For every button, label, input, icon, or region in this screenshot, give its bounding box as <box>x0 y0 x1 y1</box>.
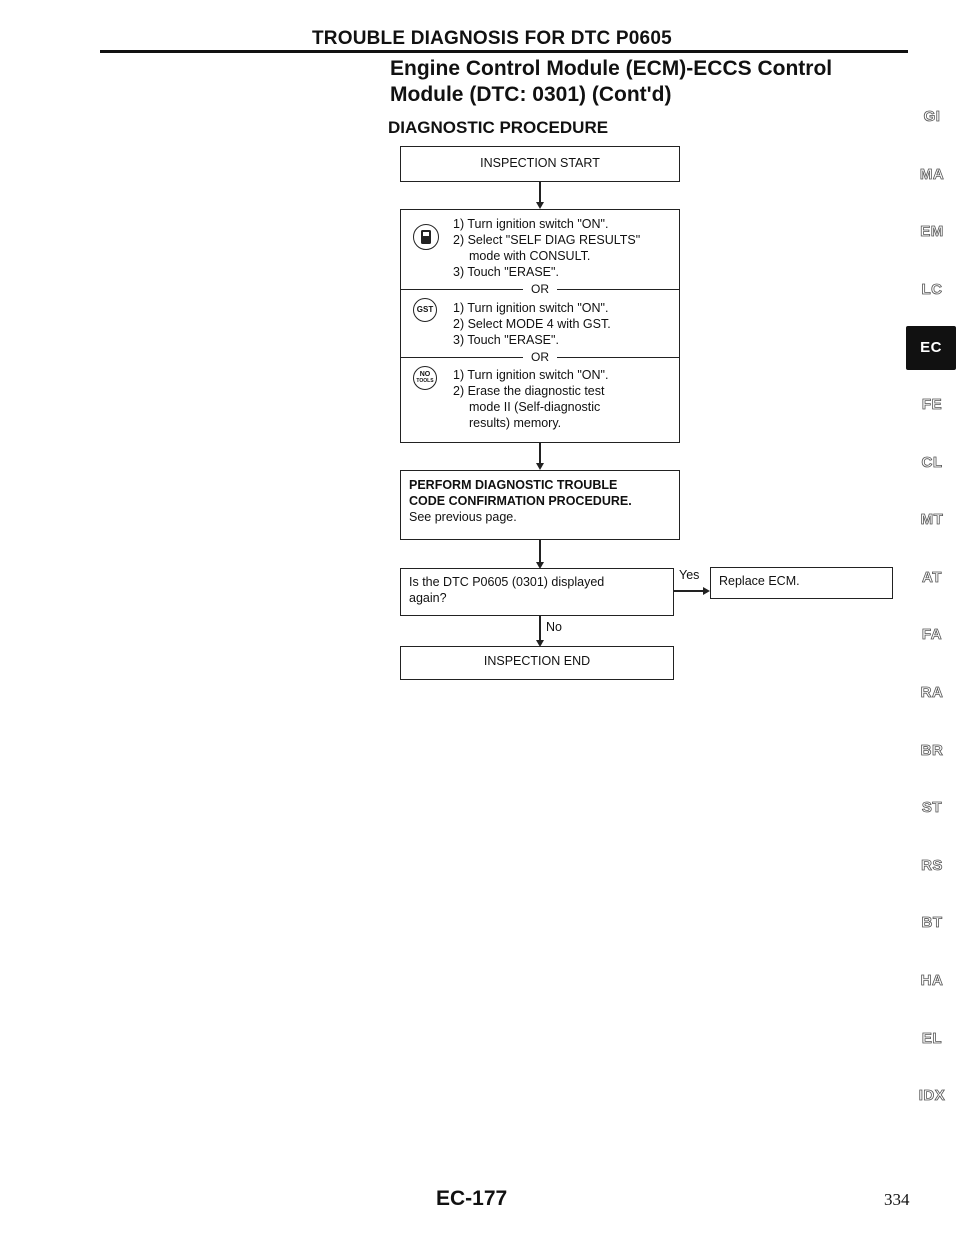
no-tools-icon <box>413 366 437 390</box>
section-tab-st[interactable]: ST <box>921 799 943 817</box>
consult-steps <box>453 216 640 280</box>
section-tab-gi[interactable]: GI <box>923 108 941 125</box>
gst-step-2: 2) Select MODE 4 with GST. <box>453 317 611 331</box>
consult-device-icon <box>419 229 433 245</box>
no-tools-steps <box>453 367 608 431</box>
gst-steps <box>453 300 611 348</box>
no-tools-icon-label-1: NO <box>419 371 431 378</box>
gst-icon <box>413 298 437 322</box>
connector-line <box>539 182 541 204</box>
perform-line-2: CODE CONFIRMATION PROCEDURE. <box>409 494 632 508</box>
gst-icon-label: GST <box>416 305 434 314</box>
section-tab-idx[interactable]: IDX <box>918 1087 946 1105</box>
consult-icon <box>413 224 439 250</box>
page-code: EC-177 <box>436 1187 508 1210</box>
section-title-line-2: Module (DTC: 0301) (Cont'd) <box>390 83 672 106</box>
no-tools-step-2: 2) Erase the diagnostic test <box>453 384 605 398</box>
no-tools-step-1: 1) Turn ignition switch "ON". <box>453 368 609 382</box>
section-tab-el[interactable]: EL <box>921 1029 943 1047</box>
section-tab-ma[interactable]: MA <box>919 165 945 183</box>
perform-line-3: See previous page. <box>409 510 517 524</box>
arrow-right-icon <box>703 587 710 595</box>
section-tab-fe[interactable]: FE <box>921 396 943 413</box>
inspection-start-box <box>400 146 680 182</box>
gst-step-3: 3) Touch "ERASE". <box>453 333 559 347</box>
or-separator-2 <box>401 350 679 364</box>
page-number: 334 <box>884 1190 910 1209</box>
or-label-2: OR <box>531 350 549 364</box>
replace-ecm-box <box>710 567 893 599</box>
section-tab-ha[interactable]: HA <box>920 972 944 989</box>
section-tab-lc[interactable]: LC <box>921 280 943 298</box>
section-title-line-1: Engine Control Module (ECM)-ECCS Control <box>390 57 833 80</box>
connector-line <box>539 540 541 564</box>
section-tab-ra[interactable]: RA <box>920 684 944 701</box>
section-tab-ec[interactable]: EC <box>906 326 956 370</box>
header-rule <box>100 50 908 53</box>
section-tab-at[interactable]: AT <box>922 568 942 586</box>
inspection-end-box <box>400 646 674 680</box>
erase-methods-box <box>400 209 680 443</box>
dtc-question-box <box>400 568 674 616</box>
no-tools-icon-label-2: TOOLS <box>416 378 434 384</box>
no-label: No <box>546 620 562 634</box>
section-tab-mt[interactable]: MT <box>920 511 944 529</box>
question-line-2: again? <box>409 591 447 605</box>
no-tools-step-2c: results) memory. <box>469 416 562 430</box>
perform-line-1: PERFORM DIAGNOSTIC TROUBLE <box>409 478 618 492</box>
no-tools-step-2b: mode II (Self-diagnostic <box>469 400 601 414</box>
yes-connector-line <box>674 590 704 592</box>
inspection-end-label: INSPECTION END <box>483 654 591 668</box>
connector-line <box>539 616 541 642</box>
section-title <box>390 56 910 108</box>
yes-label: Yes <box>679 568 700 582</box>
consult-step-1: 1) Turn ignition switch "ON". <box>453 217 609 231</box>
section-tab-rs[interactable]: RS <box>921 856 943 874</box>
procedure-title: DIAGNOSTIC PROCEDURE <box>388 118 609 137</box>
section-tab-cl[interactable]: CL <box>921 453 943 471</box>
section-tab-bt[interactable]: BT <box>921 914 943 932</box>
or-separator-1 <box>401 282 679 296</box>
replace-ecm-label: Replace ECM. <box>719 574 800 588</box>
consult-step-2: 2) Select "SELF DIAG RESULTS" <box>453 233 641 247</box>
arrow-down-icon <box>536 202 544 209</box>
consult-step-3: 3) Touch "ERASE". <box>453 265 559 279</box>
inspection-start-label: INSPECTION START <box>480 156 600 170</box>
perform-confirmation-box <box>400 470 680 540</box>
question-line-1: Is the DTC P0605 (0301) displayed <box>409 575 605 589</box>
or-label-1: OR <box>531 282 549 296</box>
arrow-down-icon <box>536 463 544 470</box>
page-header-title: TROUBLE DIAGNOSIS FOR DTC P0605 <box>312 28 672 49</box>
section-tab-em[interactable]: EM <box>920 223 944 241</box>
consult-step-2b: mode with CONSULT. <box>469 249 591 263</box>
gst-step-1: 1) Turn ignition switch "ON". <box>453 301 609 315</box>
section-tab-br[interactable]: BR <box>920 741 944 759</box>
section-tab-fa[interactable]: FA <box>921 626 943 644</box>
connector-line <box>539 443 541 465</box>
